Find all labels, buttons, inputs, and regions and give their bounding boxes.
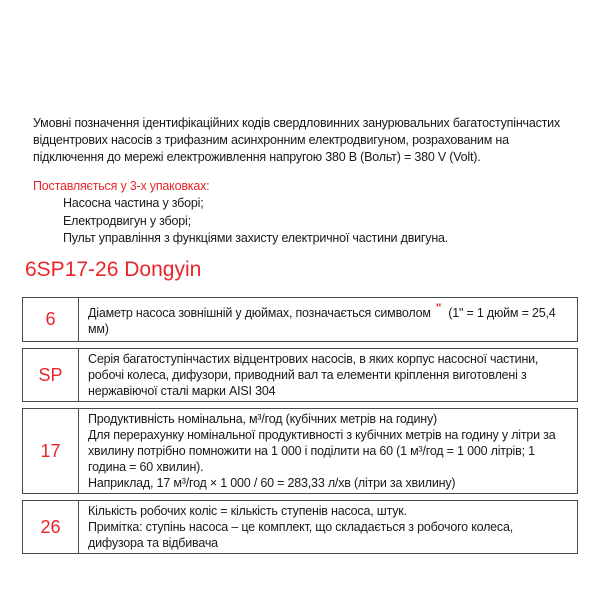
intro-paragraph: Умовні позначення ідентифікаційних кодів свердловинних занурювальних багатоступінчастих відцентрових насосів з трифазним асинхронним електродвигуном, розрахованим на підключення до мережі електроживлення напругою 380 В (Вольт) = 380 V (Volt). bbox=[33, 115, 560, 164]
desc-line bbox=[88, 302, 571, 337]
spec-desc-cell bbox=[79, 501, 577, 553]
packaging-item: Електродвигун у зборі; bbox=[63, 213, 191, 228]
spec-row-diameter bbox=[22, 297, 578, 342]
spec-row-stages bbox=[22, 500, 578, 554]
spec-row-series bbox=[22, 348, 578, 402]
desc-line: Продуктивність номінальна, м³/год (кубічних метрів на годину) bbox=[88, 411, 438, 426]
spec-code-cell bbox=[23, 298, 79, 341]
spec-code: SP bbox=[38, 364, 63, 385]
inch-symbol: " bbox=[435, 300, 442, 315]
desc-line: Наприклад, 17 м³/год × 1 000 / 60 = 283,33 л/хв (літри за хвилину) bbox=[88, 475, 456, 490]
desc-line: Серія багатоступінчастих відцентрових насосів, в яких корпус насосної частини, робочі колеса, дифузори, приводний вал та елементи кріплення виготовлені з нержавіючої сталі марки AISI 304 bbox=[88, 351, 539, 398]
spec-row-flow bbox=[22, 408, 578, 494]
spec-code-cell bbox=[23, 349, 79, 401]
spec-code: 17 bbox=[40, 440, 61, 461]
product-title: 6SP17-26 Dongyin bbox=[25, 257, 202, 281]
spec-code: 26 bbox=[40, 516, 61, 537]
spec-code-cell bbox=[23, 501, 79, 553]
desc-text-before: Діаметр насоса зовнішній у дюймах, позначається символом bbox=[88, 305, 431, 320]
spec-table bbox=[22, 297, 578, 554]
packaging-list bbox=[22, 195, 578, 248]
desc-text-after: (1" = 1 дюйм = 25,4 мм) bbox=[88, 305, 556, 336]
desc-line: Примітка: ступінь насоса – це комплект, що складається з робочого колеса, дифузора та відбивача bbox=[88, 519, 514, 550]
packaging-item: Насосна частина у зборі; bbox=[63, 196, 204, 210]
spec-desc-cell bbox=[79, 409, 577, 493]
desc-line: Для перерахунку номінальної продуктивності з кубічних метрів на годину у літри за хвилину потрібно помножити на 1 000 і поділити на 60 (1 м³/год = 1 000 літрів; 1 година = 60 хвилин). bbox=[88, 427, 556, 474]
spec-desc-cell bbox=[79, 349, 577, 401]
desc-line: Кількість робочих коліс = кількість ступенів насоса, штук. bbox=[88, 503, 407, 518]
spec-code-cell bbox=[23, 409, 79, 493]
packaging-item: Пульт управління з функціями захисту електричної частини двигуна. bbox=[63, 231, 449, 245]
spec-code: 6 bbox=[45, 309, 56, 330]
packaging-heading: Поставляється у 3-х упаковках: bbox=[33, 179, 210, 193]
spec-desc-cell bbox=[79, 298, 577, 341]
